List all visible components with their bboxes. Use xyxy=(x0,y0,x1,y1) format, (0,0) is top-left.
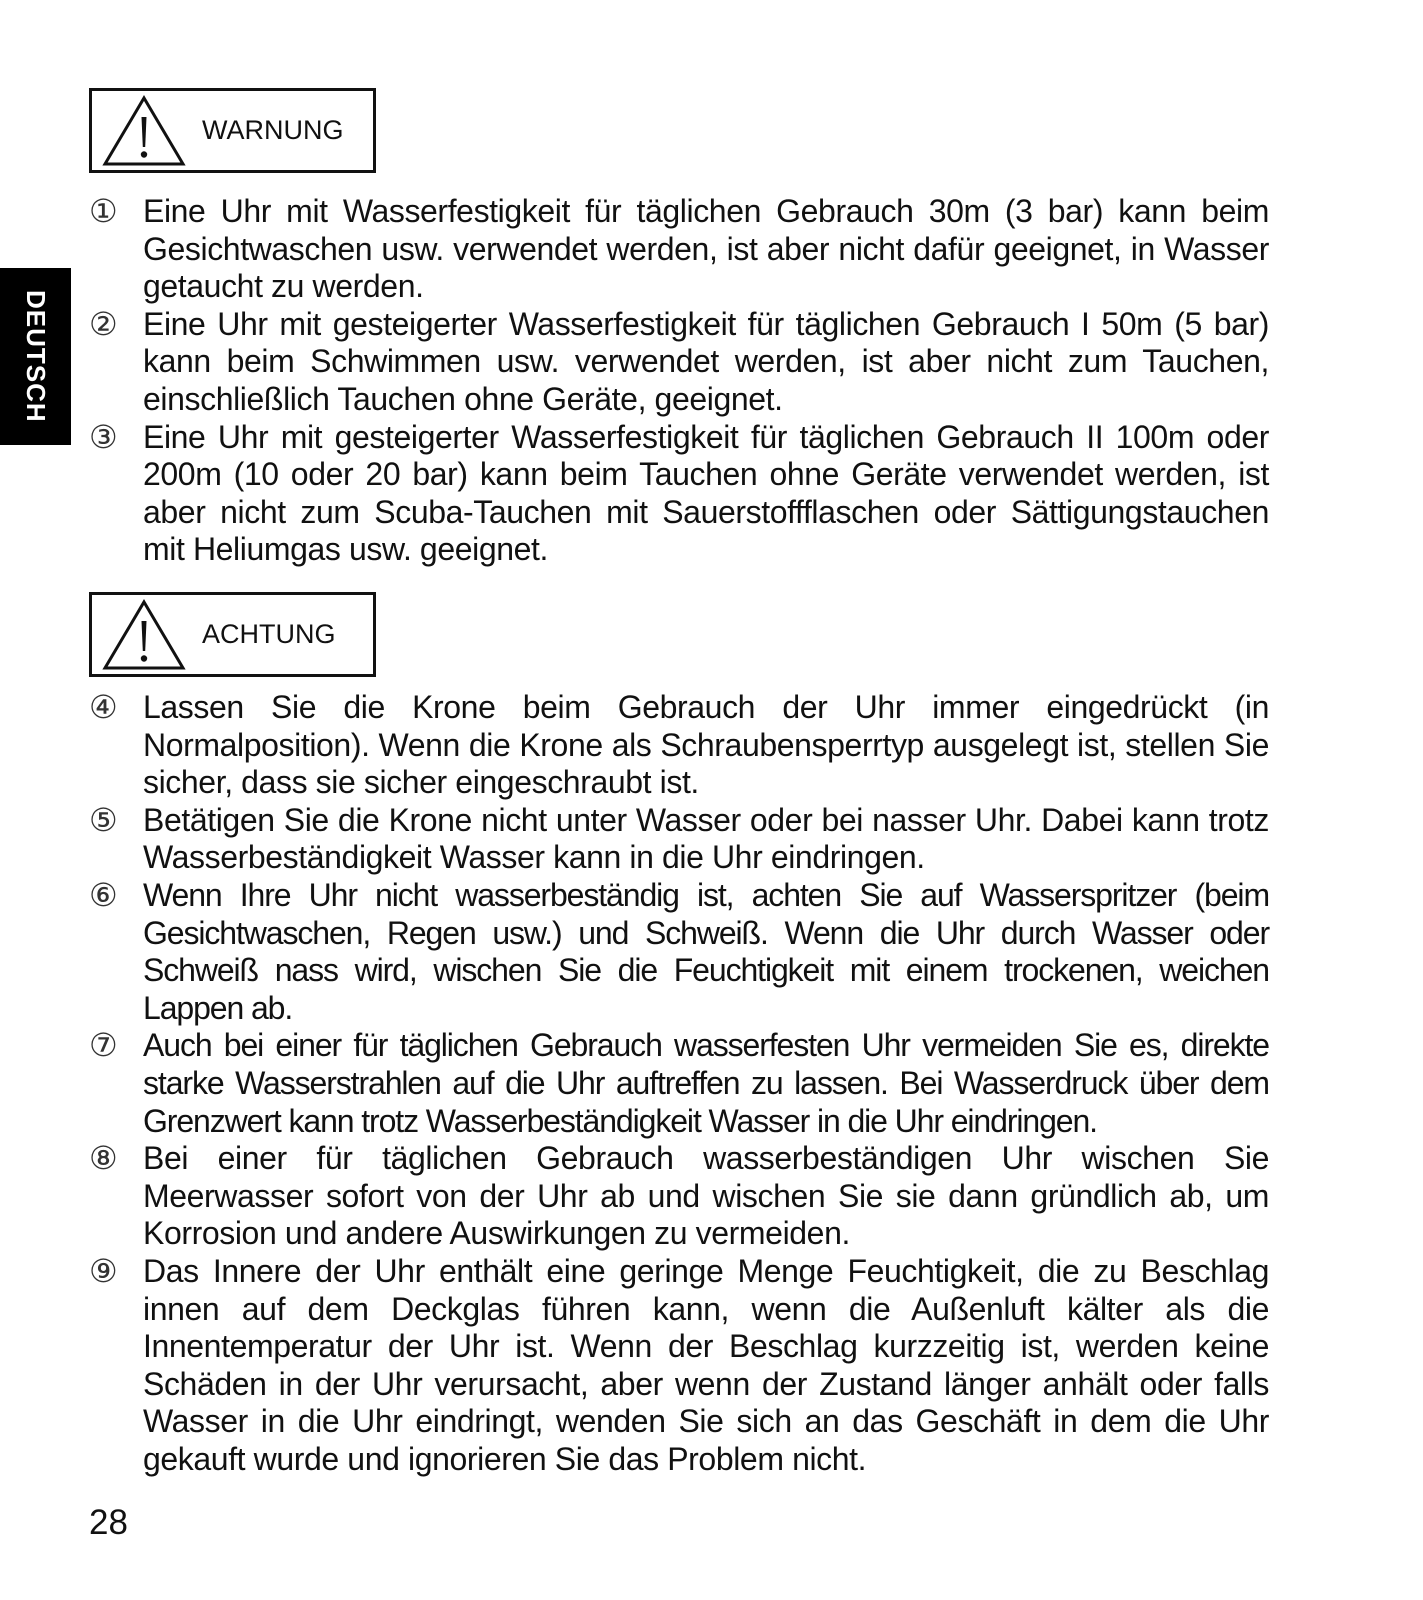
list-item xyxy=(89,193,1269,306)
item-number: ⑧ xyxy=(89,1140,118,1177)
list-item xyxy=(89,877,1269,1027)
item-text: Auch bei einer für täglichen Gebrauch wasserfesten Uhr vermeiden Sie es, direkte starke Wasserstrahlen auf die Uhr auftreffen zu lassen. Bei Wasserdruck über dem Grenzwert kann trotz Wasserbeständigkeit Wasser in die Uhr eindringen. xyxy=(143,1027,1269,1139)
item-text: Bei einer für täglichen Gebrauch wasserbeständigen Uhr wischen Sie Meerwasser sofort von der Uhr ab und wischen Sie sie dann gründlich ab, um Korrosion und andere Auswirkungen zu vermeiden. xyxy=(143,1140,1269,1252)
list-item xyxy=(89,802,1269,877)
list-item xyxy=(89,689,1269,802)
list-item xyxy=(89,1140,1269,1253)
item-text: Betätigen Sie die Krone nicht unter Wasser oder bei nasser Uhr. Dabei kann trotz Wasserbeständigkeit Wasser kann in die Uhr eindringen. xyxy=(143,801,1269,876)
item-number: ⑥ xyxy=(89,876,118,913)
warning-box-label: WARNUNG xyxy=(202,115,344,145)
caution-list xyxy=(89,689,1269,1478)
list-item xyxy=(89,306,1269,419)
item-text: Lassen Sie die Krone beim Gebrauch der Uhr immer eingedrückt (in Normalposition). Wenn die Krone als Schraubensperrtyp ausgelegt ist, stellen Sie sicher, dass sie sicher eingeschraubt ist. xyxy=(143,689,1269,801)
caution-box-label: ACHTUNG xyxy=(202,619,336,649)
item-text: Das Innere der Uhr enthält eine geringe Menge Feuchtigkeit, die zu Beschlag innen auf dem Deckglas führen kann, wenn die Außenluft kälter als die Innentemperatur der Uhr ist. Wenn der Beschlag kurzzeitig ist, werden keine Schäden in der Uhr verursacht, aber wenn der Zustand länger anhält oder falls Wasser in die Uhr eindringt, wenden Sie sich an das Geschäft in dem die Uhr gekauft wurde und ignorieren Sie das Problem nicht. xyxy=(143,1252,1269,1477)
item-number: ⑨ xyxy=(89,1252,118,1289)
item-number: ② xyxy=(89,305,118,342)
page-number: 28 xyxy=(89,1503,128,1542)
item-text: Eine Uhr mit gesteigerter Wasserfestigkeit für täglichen Gebrauch II 100m oder 200m (10 oder 20 bar) kann beim Tauchen ohne Geräte verwendet werden, ist aber nicht zum Scuba-Tauchen mit Sauerstoffflaschen oder Sättigungstauchen mit Heliumgas usw. geeignet. xyxy=(143,418,1269,568)
warning-triangle-icon xyxy=(102,599,186,671)
item-number: ⑤ xyxy=(89,801,118,838)
item-text: Eine Uhr mit Wasserfestigkeit für täglichen Gebrauch 30m (3 bar) kann beim Gesichtwaschen usw. verwendet werden, ist aber nicht dafür geeignet, in Wasser getaucht zu werden. xyxy=(143,193,1269,305)
item-text: Eine Uhr mit gesteigerter Wasserfestigkeit für täglichen Gebrauch I 50m (5 bar) kann beim Schwimmen usw. verwendet werden, ist aber nicht zum Tauchen, einschließlich Tauchen ohne Geräte, geeignet. xyxy=(143,305,1269,417)
warning-list xyxy=(89,193,1269,569)
item-number: ① xyxy=(89,193,118,229)
item-number: ③ xyxy=(89,418,118,455)
list-item xyxy=(89,1253,1269,1479)
list-item xyxy=(89,1027,1269,1140)
item-number: ⑦ xyxy=(89,1027,118,1064)
warning-triangle-icon xyxy=(102,95,186,167)
list-item xyxy=(89,419,1269,569)
item-text: Wenn Ihre Uhr nicht wasserbeständig ist, achten Sie auf Wasserspritzer (beim Gesichtwaschen, Regen usw.) und Schweiß. Wenn die Uhr durch Wasser oder Schweiß nass wird, wischen Sie die Feuchtigkeit mit einem trockenen, weichen Lappen ab. xyxy=(143,876,1269,1026)
language-tab xyxy=(0,268,71,445)
caution-box xyxy=(89,592,376,677)
language-tab-label: DEUTSCH xyxy=(21,290,51,423)
warning-box xyxy=(89,88,376,173)
item-number: ④ xyxy=(89,689,118,725)
